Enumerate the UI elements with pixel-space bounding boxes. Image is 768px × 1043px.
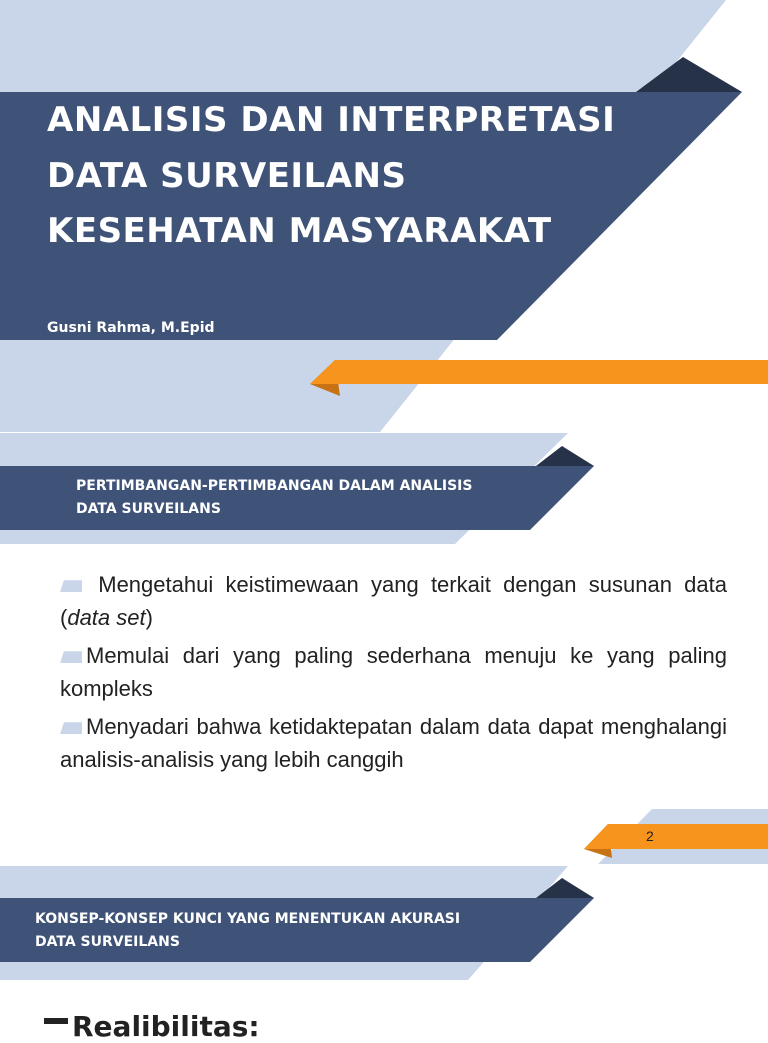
- slide1-author: Gusni Rahma, M.Epid: [47, 320, 215, 336]
- slide3-heading-line-1: KONSEP-KONSEP KUNCI YANG MENENTUKAN AKURASI: [35, 911, 461, 927]
- slide1-title-line-3: KESEHATAN MASYARAKAT: [47, 211, 552, 251]
- bullet-text-end: ): [145, 605, 153, 630]
- slide1-title-line-2: DATA SURVEILANS: [47, 156, 407, 196]
- slide3-heading-line-2: DATA SURVEILANS: [35, 934, 180, 950]
- slide2-heading-line-2: DATA SURVEILANS: [76, 501, 221, 517]
- slide3-bullet-marker-icon: [44, 1018, 68, 1024]
- slide1-title-line-1: ANALISIS DAN INTERPRETASI: [47, 100, 616, 140]
- bullet-italic-text: data set: [67, 605, 146, 630]
- slide2-page-number: 2: [646, 828, 654, 844]
- slide3-first-item: Realibilitas:: [72, 1010, 260, 1043]
- bullet-text: Memulai dari yang paling sederhana menuju ke yang paling kompleks: [60, 643, 727, 701]
- bullet-text: Mengetahui keistimewaan yang terkait dengan susunan data (: [60, 572, 727, 630]
- bullet-text: Menyadari bahwa ketidaktepatan dalam data dapat menghalangi analisis-analisis yang lebih canggih: [60, 714, 727, 772]
- slide3-heading: [35, 908, 460, 954]
- slide2-heading-line-1: PERTIMBANGAN-PERTIMBANGAN DALAM ANALISIS: [76, 478, 473, 494]
